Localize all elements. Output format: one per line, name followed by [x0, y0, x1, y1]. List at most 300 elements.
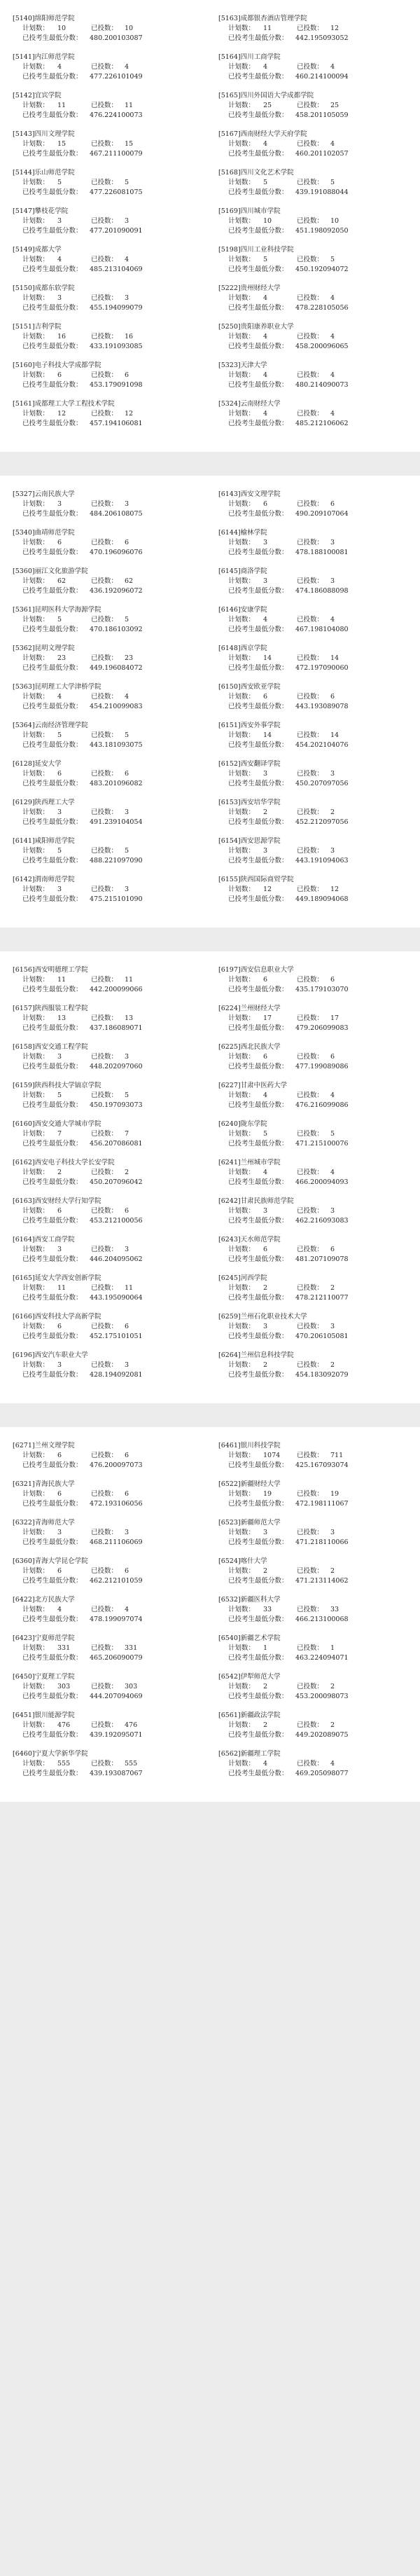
min-score-label: 已投考生最低分数：: [22, 266, 83, 273]
min-score-label: 已投考生最低分数：: [22, 1577, 83, 1585]
plan-value: 33: [263, 1606, 272, 1613]
min-score-value: 478.199097074: [90, 1616, 143, 1623]
min-score-row: [13, 856, 202, 866]
min-score-row: [218, 265, 407, 275]
plan-row: [218, 332, 407, 342]
min-score-row: [13, 1101, 202, 1110]
min-score-label: 已投考生最低分数：: [228, 1731, 288, 1739]
enrolled-label: 已投数：: [297, 1130, 324, 1138]
plan-label: 计划数：: [228, 1053, 255, 1061]
plan-row: [218, 1528, 407, 1538]
min-score-value: 425.167093074: [295, 1461, 349, 1469]
school-name: [6196]西安汽车职业大学: [13, 1351, 88, 1359]
plan-label: 计划数：: [22, 1246, 50, 1253]
school-entry: [218, 53, 407, 82]
school-name: [6227]甘肃中医药大学: [218, 1082, 288, 1089]
enrolled-label: 已投数：: [91, 333, 118, 340]
plan-row: [218, 1682, 407, 1692]
plan-value: 3: [57, 886, 62, 893]
min-score-row: [13, 1538, 202, 1548]
min-score-label: 已投考生最低分数：: [228, 1654, 288, 1662]
plan-value: 19: [263, 1490, 272, 1498]
min-score-label: 已投考生最低分数：: [22, 1616, 83, 1623]
plan-row: [218, 538, 407, 548]
min-score-row: [218, 702, 407, 712]
enrolled-value: 62: [125, 577, 134, 585]
document-page: [0, 476, 420, 928]
enrolled-label: 已投数：: [297, 179, 324, 186]
enrolled-value: 6: [125, 371, 130, 379]
plan-label: 计划数：: [228, 654, 255, 662]
enrolled-label: 已投数：: [297, 616, 324, 624]
plan-row: [13, 1014, 202, 1024]
min-score-row: [218, 856, 407, 866]
plan-value: 476: [57, 1721, 71, 1729]
plan-value: 10: [263, 217, 272, 225]
plan-label: 计划数：: [22, 1644, 50, 1652]
min-score-row: [218, 1769, 407, 1779]
school-name: [6532]新疆医科大学: [218, 1596, 281, 1604]
plan-row: [218, 216, 407, 226]
enrolled-value: 11: [125, 1284, 134, 1292]
min-score-label: 已投考生最低分数：: [228, 1332, 288, 1340]
school-entry: [218, 567, 407, 596]
min-score-value: 480.214090073: [295, 381, 349, 389]
plan-row: [13, 1759, 202, 1769]
enrolled-label: 已投数：: [91, 1284, 118, 1292]
plan-label: 计划数：: [22, 1169, 50, 1176]
plan-row: [218, 1283, 407, 1293]
min-score-label: 已投考生最低分数：: [228, 780, 288, 787]
enrolled-label: 已投数：: [297, 333, 324, 340]
school-entry: [218, 965, 407, 995]
plan-value: 23: [57, 654, 66, 662]
school-name: [6321]青海民族大学: [13, 1480, 75, 1488]
school-entry: [218, 322, 407, 352]
plan-row: [13, 1206, 202, 1216]
plan-label: 计划数：: [22, 1014, 50, 1022]
plan-value: 4: [263, 371, 268, 379]
plan-row: [218, 371, 407, 380]
min-score-row: [218, 548, 407, 558]
enrolled-label: 已投数：: [91, 654, 118, 662]
enrolled-value: 6: [125, 539, 130, 546]
school-entry: [218, 130, 407, 159]
school-entry: [218, 245, 407, 275]
plan-value: 3: [57, 808, 62, 816]
min-score-row: [13, 548, 202, 558]
plan-row: [13, 1721, 202, 1730]
plan-row: [218, 1206, 407, 1216]
school-entry: [13, 91, 202, 120]
school-entry: [13, 14, 202, 43]
plan-value: 2: [263, 1683, 268, 1690]
min-score-row: [13, 509, 202, 519]
plan-value: 2: [263, 1721, 268, 1729]
plan-value: 4: [57, 693, 62, 701]
min-score-label: 已投考生最低分数：: [228, 1217, 288, 1225]
enrolled-label: 已投数：: [297, 371, 324, 379]
school-name: [6561]新疆政法学院: [218, 1711, 281, 1719]
enrolled-value: 5: [125, 847, 130, 855]
school-name: [6243]天水师范学院: [218, 1236, 281, 1244]
enrolled-value: 33: [330, 1606, 340, 1613]
school-entry: [13, 168, 202, 198]
enrolled-value: 2: [330, 1284, 335, 1292]
school-name: [5160]电子科技大学成都学院: [13, 361, 102, 369]
min-score-row: [218, 188, 407, 198]
plan-label: 计划数：: [22, 1053, 50, 1061]
plan-row: [218, 1052, 407, 1062]
min-score-value: 477.226081075: [90, 188, 143, 196]
enrolled-value: 7: [125, 1130, 130, 1138]
school-entry: [218, 14, 407, 43]
plan-row: [13, 294, 202, 303]
plan-label: 计划数：: [22, 847, 50, 855]
plan-row: [218, 846, 407, 856]
enrolled-label: 已投数：: [91, 410, 118, 418]
min-score-row: [218, 226, 407, 236]
enrolled-value: 4: [330, 1169, 335, 1176]
enrolled-value: 4: [330, 140, 335, 148]
plan-value: 3: [57, 500, 62, 508]
min-score-value: 446.204095062: [90, 1255, 143, 1263]
min-score-value: 454.210099083: [90, 703, 143, 710]
school-entry: [218, 361, 407, 390]
enrolled-label: 已投数：: [91, 1567, 118, 1575]
min-score-label: 已投考生最低分数：: [22, 1101, 83, 1109]
school-entry: [13, 1004, 202, 1033]
enrolled-value: 11: [125, 102, 134, 109]
enrolled-value: 331: [125, 1644, 138, 1652]
enrolled-value: 17: [330, 1014, 340, 1022]
school-entry: [218, 207, 407, 236]
document-page: [0, 0, 420, 452]
min-score-label: 已投考生最低分数：: [22, 818, 83, 826]
school-name: [5340]曲靖师范学院: [13, 529, 75, 537]
school-entry: [13, 836, 202, 866]
plan-row: [13, 885, 202, 895]
min-score-value: 485.212106062: [295, 420, 349, 427]
plan-label: 计划数：: [22, 1452, 50, 1459]
plan-value: 6: [57, 1490, 62, 1498]
school-entry: [218, 1042, 407, 1072]
min-score-label: 已投考生最低分数：: [228, 266, 288, 273]
min-score-row: [218, 111, 407, 120]
plan-label: 计划数：: [228, 1361, 255, 1369]
enrolled-label: 已投数：: [91, 808, 118, 816]
school-name: [5360]丽江文化旅游学院: [13, 567, 88, 575]
school-entry: [13, 399, 202, 429]
plan-label: 计划数：: [228, 1323, 255, 1330]
min-score-value: 488.221097090: [90, 857, 143, 865]
school-entry: [218, 875, 407, 904]
plan-row: [218, 1721, 407, 1730]
enrolled-label: 已投数：: [297, 539, 324, 546]
left-column: [13, 14, 202, 438]
min-score-label: 已投考生最低分数：: [228, 304, 288, 312]
min-score-label: 已投考生最低分数：: [228, 1101, 288, 1109]
enrolled-label: 已投数：: [91, 1130, 118, 1138]
plan-label: 计划数：: [22, 217, 50, 225]
min-score-value: 490.209107064: [295, 510, 349, 518]
plan-label: 计划数：: [228, 333, 255, 340]
school-name: [6154]西安思源学院: [218, 837, 281, 845]
min-score-value: 453.212100056: [90, 1217, 143, 1225]
enrolled-value: 2: [330, 1567, 335, 1575]
plan-label: 计划数：: [22, 102, 50, 109]
plan-row: [13, 654, 202, 663]
min-score-row: [13, 149, 202, 159]
plan-label: 计划数：: [228, 1452, 255, 1459]
min-score-row: [13, 702, 202, 712]
enrolled-value: 3: [125, 217, 130, 225]
min-score-row: [13, 663, 202, 673]
plan-row: [13, 1489, 202, 1499]
min-score-value: 458.201105059: [295, 111, 349, 119]
left-column: [13, 1441, 202, 1788]
min-score-label: 已投考生最低分数：: [228, 420, 288, 427]
min-score-value: 470.196096076: [90, 549, 143, 556]
min-score-row: [218, 586, 407, 596]
min-score-label: 已投考生最低分数：: [22, 664, 83, 672]
enrolled-label: 已投数：: [297, 1529, 324, 1536]
min-score-value: 449.196084072: [90, 664, 143, 672]
min-score-row: [13, 1730, 202, 1740]
enrolled-label: 已投数：: [297, 1246, 324, 1253]
min-score-label: 已投考生最低分数：: [228, 1538, 288, 1546]
min-score-value: 443.193089078: [295, 703, 349, 710]
min-score-label: 已投考生最低分数：: [22, 1538, 83, 1546]
plan-value: 3: [57, 1053, 62, 1061]
min-score-row: [218, 1653, 407, 1663]
plan-label: 计划数：: [22, 1284, 50, 1292]
min-score-value: 428.194092081: [90, 1371, 143, 1379]
school-name: [5323]天津大学: [218, 361, 267, 369]
plan-row: [13, 178, 202, 188]
min-score-value: 471.218110066: [295, 1538, 349, 1546]
min-score-label: 已投考生最低分数：: [228, 895, 288, 903]
min-score-label: 已投考生最低分数：: [22, 1178, 83, 1186]
plan-label: 计划数：: [22, 371, 50, 379]
plan-label: 计划数：: [228, 102, 255, 109]
min-score-label: 已投考生最低分数：: [22, 1217, 83, 1225]
min-score-row: [13, 111, 202, 120]
school-name: [6562]新疆理工学院: [218, 1750, 281, 1758]
plan-value: 2: [57, 1169, 62, 1176]
enrolled-value: 3: [330, 577, 335, 585]
min-score-row: [13, 779, 202, 789]
min-score-row: [218, 1101, 407, 1110]
min-score-value: 433.191093085: [90, 343, 143, 350]
enrolled-value: 4: [330, 333, 335, 340]
plan-value: 1074: [263, 1452, 281, 1459]
min-score-value: 477.226101049: [90, 73, 143, 81]
min-score-value: 444.207094069: [90, 1693, 143, 1700]
school-name: [6155]陕西国际商贸学院: [218, 876, 294, 883]
plan-value: 17: [263, 1014, 272, 1022]
min-score-row: [13, 1769, 202, 1779]
min-score-label: 已投考生最低分数：: [228, 1693, 288, 1700]
enrolled-value: 10: [330, 217, 340, 225]
enrolled-value: 5: [330, 179, 335, 186]
school-entry: [13, 1672, 202, 1702]
min-score-label: 已投考生最低分数：: [22, 780, 83, 787]
school-entry: [13, 1595, 202, 1625]
plan-row: [218, 1489, 407, 1499]
plan-label: 计划数：: [22, 1760, 50, 1768]
enrolled-label: 已投数：: [297, 63, 324, 71]
enrolled-value: 4: [125, 693, 130, 701]
enrolled-value: 3: [330, 1207, 335, 1215]
school-name: [5198]四川工业科技学院: [218, 246, 294, 254]
min-score-row: [218, 1461, 407, 1470]
min-score-value: 449.189094068: [295, 895, 349, 903]
school-entry: [13, 1441, 202, 1470]
min-score-label: 已投考生最低分数：: [22, 1654, 83, 1662]
school-entry: [218, 168, 407, 198]
plan-value: 4: [263, 63, 268, 71]
min-score-label: 已投考生最低分数：: [228, 703, 288, 710]
min-score-row: [13, 34, 202, 43]
school-name: [6166]西安科技大学高新学院: [13, 1313, 102, 1321]
enrolled-label: 已投数：: [91, 217, 118, 225]
enrolled-value: 3: [125, 1361, 130, 1369]
school-name: [6540]新疆艺术学院: [218, 1634, 281, 1642]
enrolled-value: 13: [125, 1014, 134, 1022]
min-score-row: [218, 1255, 407, 1265]
plan-label: 计划数：: [228, 500, 255, 508]
enrolled-value: 5: [125, 1091, 130, 1099]
min-score-row: [13, 1332, 202, 1342]
min-score-value: 472.197090060: [295, 664, 349, 672]
plan-value: 7: [57, 1130, 62, 1138]
min-score-row: [13, 265, 202, 275]
enrolled-value: 10: [125, 25, 134, 32]
school-name: [6158]西安交通工程学院: [13, 1043, 88, 1051]
school-name: [6164]西安工商学院: [13, 1236, 75, 1244]
school-entry: [218, 1081, 407, 1110]
plan-row: [13, 1245, 202, 1255]
school-entry: [218, 1711, 407, 1740]
min-score-value: 450.207096042: [90, 1178, 143, 1186]
school-entry: [218, 682, 407, 712]
min-score-value: 474.186088098: [295, 587, 349, 595]
plan-value: 4: [263, 333, 268, 340]
school-name: [6144]榆林学院: [218, 529, 267, 537]
enrolled-value: 4: [125, 63, 130, 71]
enrolled-value: 4: [330, 410, 335, 418]
enrolled-value: 3: [330, 847, 335, 855]
plan-label: 计划数：: [228, 1246, 255, 1253]
min-score-row: [218, 509, 407, 519]
enrolled-value: 4: [330, 63, 335, 71]
plan-label: 计划数：: [228, 539, 255, 546]
plan-row: [218, 808, 407, 818]
plan-row: [218, 577, 407, 586]
plan-label: 计划数：: [228, 976, 255, 984]
school-entry: [13, 1518, 202, 1548]
school-entry: [13, 798, 202, 827]
enrolled-value: 711: [330, 1452, 344, 1459]
school-name: [5163]成都银杏酒店管理学院: [218, 15, 307, 22]
school-name: [6148]西京学院: [218, 645, 267, 652]
plan-value: 6: [263, 500, 268, 508]
enrolled-value: 5: [125, 616, 130, 624]
min-score-label: 已投考生最低分数：: [228, 818, 288, 826]
min-score-value: 465.206090079: [90, 1654, 143, 1662]
enrolled-label: 已投数：: [91, 731, 118, 739]
plan-label: 计划数：: [22, 179, 50, 186]
plan-row: [218, 769, 407, 779]
enrolled-label: 已投数：: [297, 1490, 324, 1498]
plan-value: 2: [263, 1361, 268, 1369]
school-entry: [13, 1634, 202, 1663]
min-score-value: 454.202104076: [295, 741, 349, 749]
plan-row: [13, 615, 202, 625]
school-entry: [13, 1749, 202, 1779]
school-name: [6225]西北民族大学: [218, 1043, 281, 1051]
min-score-label: 已投考生最低分数：: [228, 986, 288, 993]
min-score-label: 已投考生最低分数：: [228, 188, 288, 196]
plan-value: 5: [57, 731, 62, 739]
school-name: [6461]银川科技学院: [218, 1442, 281, 1449]
enrolled-value: 6: [125, 1490, 130, 1498]
plan-row: [13, 769, 202, 779]
plan-value: 6: [57, 539, 62, 546]
min-score-label: 已投考生最低分数：: [22, 1770, 83, 1777]
page-columns: [13, 490, 407, 914]
school-name: [5222]贵州财经大学: [218, 284, 281, 292]
plan-label: 计划数：: [228, 1490, 255, 1498]
min-score-value: 448.202097060: [90, 1063, 143, 1070]
school-entry: [218, 490, 407, 519]
enrolled-value: 5: [330, 1130, 335, 1138]
school-name: [5142]宜宾学院: [13, 92, 62, 99]
min-score-value: 435.179103070: [295, 986, 349, 993]
min-score-row: [13, 380, 202, 390]
enrolled-label: 已投数：: [297, 1169, 324, 1176]
plan-label: 计划数：: [22, 1091, 50, 1099]
enrolled-value: 6: [330, 693, 335, 701]
min-score-label: 已投考生最低分数：: [228, 73, 288, 81]
enrolled-value: 12: [125, 410, 134, 418]
min-score-value: 475.215101090: [90, 895, 143, 903]
plan-row: [13, 1322, 202, 1332]
min-score-label: 已投考生最低分数：: [228, 510, 288, 518]
school-entry: [218, 1274, 407, 1303]
min-score-row: [218, 625, 407, 635]
min-score-row: [218, 1538, 407, 1548]
plan-row: [218, 1644, 407, 1653]
plan-value: 6: [57, 1567, 62, 1575]
school-name: [6271]兰州文理学院: [13, 1442, 75, 1449]
plan-value: 3: [263, 1529, 268, 1536]
min-score-value: 481.207109078: [295, 1255, 349, 1263]
school-entry: [13, 1480, 202, 1509]
plan-row: [13, 731, 202, 741]
enrolled-label: 已投数：: [297, 1721, 324, 1729]
school-name: [6450]宁夏理工学院: [13, 1673, 75, 1681]
min-score-label: 已投考生最低分数：: [228, 1461, 288, 1469]
plan-value: 12: [263, 886, 272, 893]
min-score-value: 477.201090091: [90, 227, 143, 235]
plan-row: [218, 1759, 407, 1769]
school-entry: [218, 284, 407, 313]
left-column: [13, 490, 202, 914]
school-name: [5324]云南财经大学: [218, 400, 281, 408]
school-entry: [218, 528, 407, 558]
